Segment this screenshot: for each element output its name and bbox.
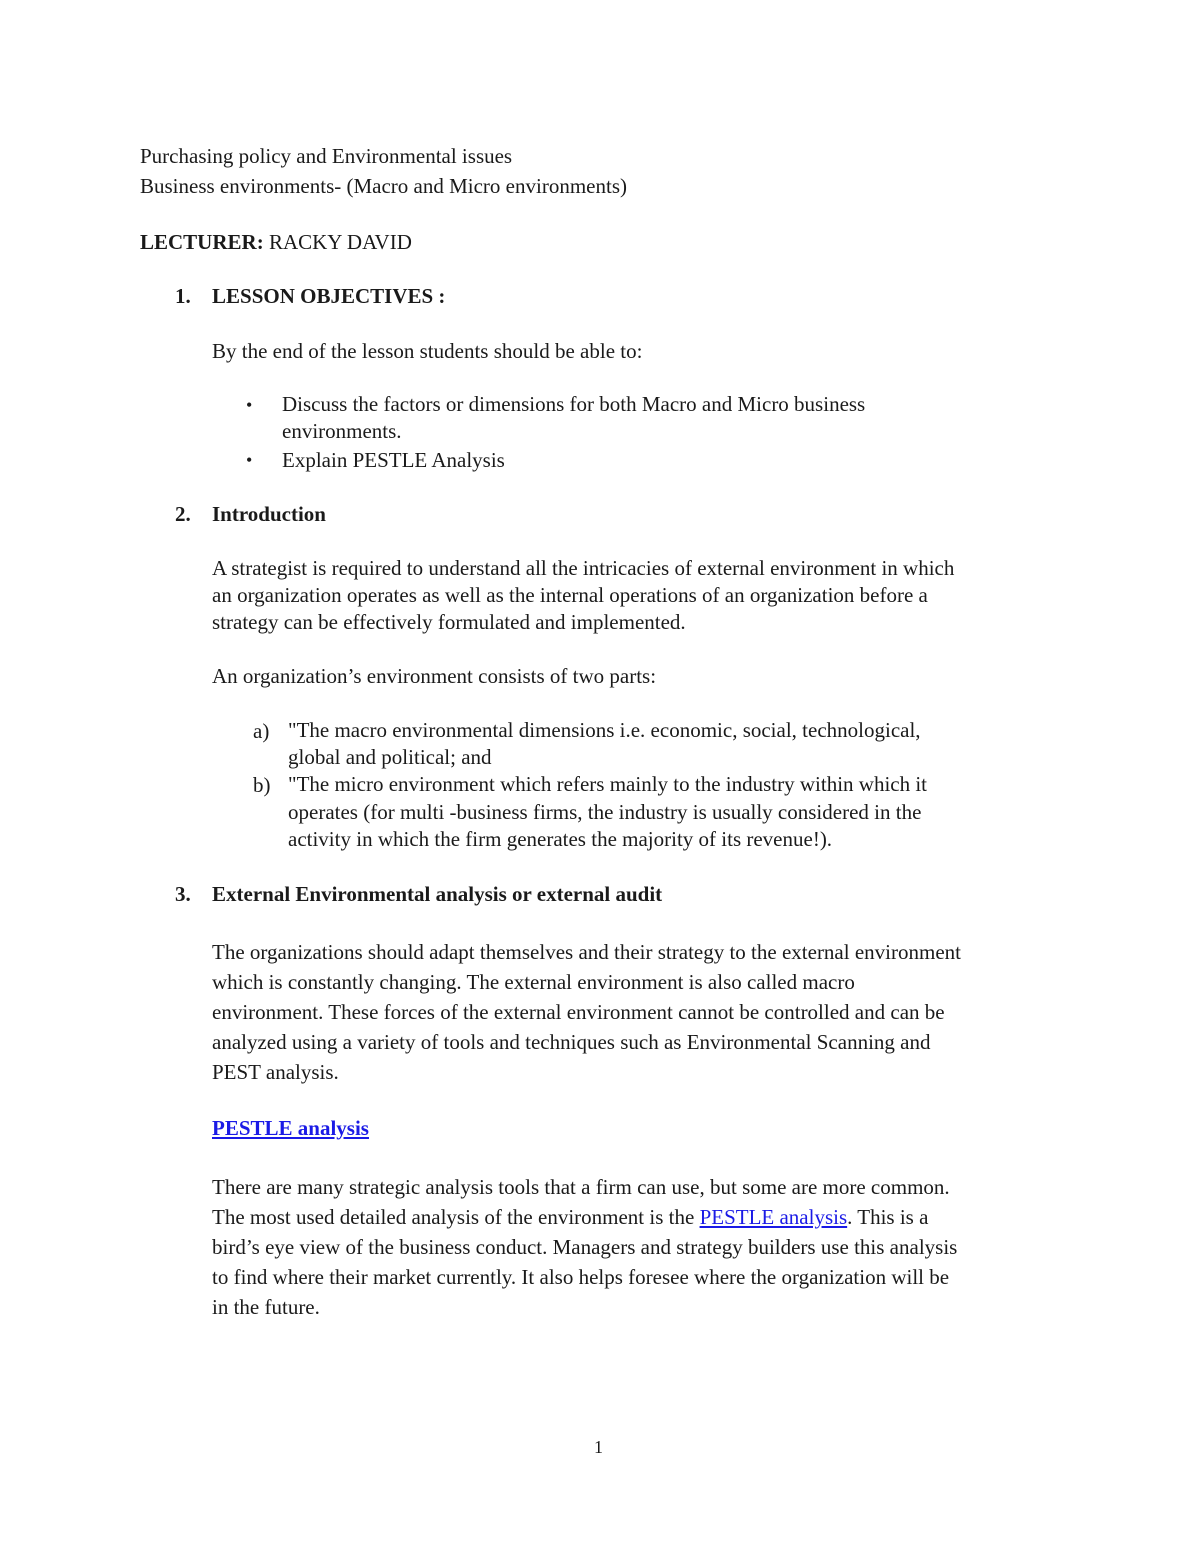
document-subtitle: Business environments- (Macro and Micro environments) bbox=[140, 174, 627, 198]
section1-heading: LESSON OBJECTIVES : bbox=[212, 284, 446, 308]
page-number: 1 bbox=[594, 1437, 603, 1457]
paragraph-line: which is constantly changing. The external environment is also called macro bbox=[212, 970, 855, 994]
paragraph-line: bird’s eye view of the business conduct. Managers and strategy builders use this analysis bbox=[212, 1235, 958, 1259]
lecturer-name: RACKY DAVID bbox=[268, 230, 412, 254]
paragraph-line bbox=[212, 1202, 1072, 1232]
paragraph-line: environment. These forces of the external environment cannot be controlled and can be bbox=[212, 1000, 945, 1024]
section2-heading: Introduction bbox=[212, 502, 326, 526]
list-item-line: global and political; and bbox=[288, 745, 492, 769]
list-marker-a: a) bbox=[253, 719, 270, 743]
paragraph-line: in the future. bbox=[212, 1295, 320, 1319]
list-item-line: "The micro environment which refers mainly to the industry within which it bbox=[288, 772, 928, 796]
introduction-paragraph bbox=[212, 555, 1072, 636]
bullet-icon: • bbox=[246, 395, 253, 415]
pestle-heading-link[interactable]: PESTLE analysis bbox=[212, 1116, 369, 1140]
list-item-line: activity in which the firm generates the majority of its revenue!). bbox=[288, 827, 833, 851]
paragraph-text: The most used detailed analysis of the environment is the bbox=[212, 1205, 700, 1229]
paragraph-line: strategy can be effectively formulated and implemented. bbox=[212, 610, 686, 634]
lecturer-label: LECTURER: bbox=[140, 230, 264, 254]
paragraph-line: analyzed using a variety of tools and techniques such as Environmental Scanning and bbox=[212, 1030, 931, 1054]
section1-number: 1. bbox=[175, 284, 191, 308]
pestle-inline-link[interactable]: PESTLE analysis bbox=[699, 1205, 848, 1229]
paragraph-text: . This is a bbox=[847, 1205, 929, 1229]
section1-intro: By the end of the lesson students should be able to: bbox=[212, 339, 643, 363]
objective-line: Discuss the factors or dimensions for both Macro and Micro business bbox=[282, 392, 866, 416]
paragraph-line: an organization operates as well as the internal operations of an organization before a bbox=[212, 583, 928, 607]
objective-line: environments. bbox=[282, 419, 402, 443]
environment-parts-intro: An organization’s environment consists of two parts: bbox=[212, 664, 657, 688]
paragraph-line: A strategist is required to understand all the intricacies of external environment in which bbox=[212, 556, 955, 580]
list-item-line: "The macro environmental dimensions i.e. economic, social, technological, bbox=[288, 718, 921, 742]
pestle-paragraph bbox=[212, 1172, 1072, 1322]
paragraph-line: PEST analysis. bbox=[212, 1060, 339, 1084]
section2-number: 2. bbox=[175, 502, 191, 526]
paragraph-line: to find where their market currently. It also helps foresee where the organization will be bbox=[212, 1265, 950, 1289]
objective-item bbox=[282, 391, 865, 445]
paragraph-line: The organizations should adapt themselves and their strategy to the external environment bbox=[212, 940, 961, 964]
external-analysis-paragraph bbox=[212, 937, 1072, 1087]
list-item-micro bbox=[288, 771, 927, 854]
list-item-line: operates (for multi -business firms, the industry is usually considered in the bbox=[288, 799, 922, 824]
section3-number: 3. bbox=[175, 882, 191, 906]
lecturer-line bbox=[140, 228, 412, 256]
section3-heading: External Environmental analysis or external audit bbox=[212, 882, 663, 906]
document-title: Purchasing policy and Environmental issues bbox=[140, 144, 513, 168]
paragraph-line: There are many strategic analysis tools that a firm can use, but some are more common. bbox=[212, 1175, 950, 1199]
list-marker-b: b) bbox=[253, 773, 271, 797]
bullet-icon: • bbox=[246, 450, 253, 470]
objective-item: Explain PESTLE Analysis bbox=[282, 448, 505, 472]
list-item-macro bbox=[288, 717, 921, 771]
